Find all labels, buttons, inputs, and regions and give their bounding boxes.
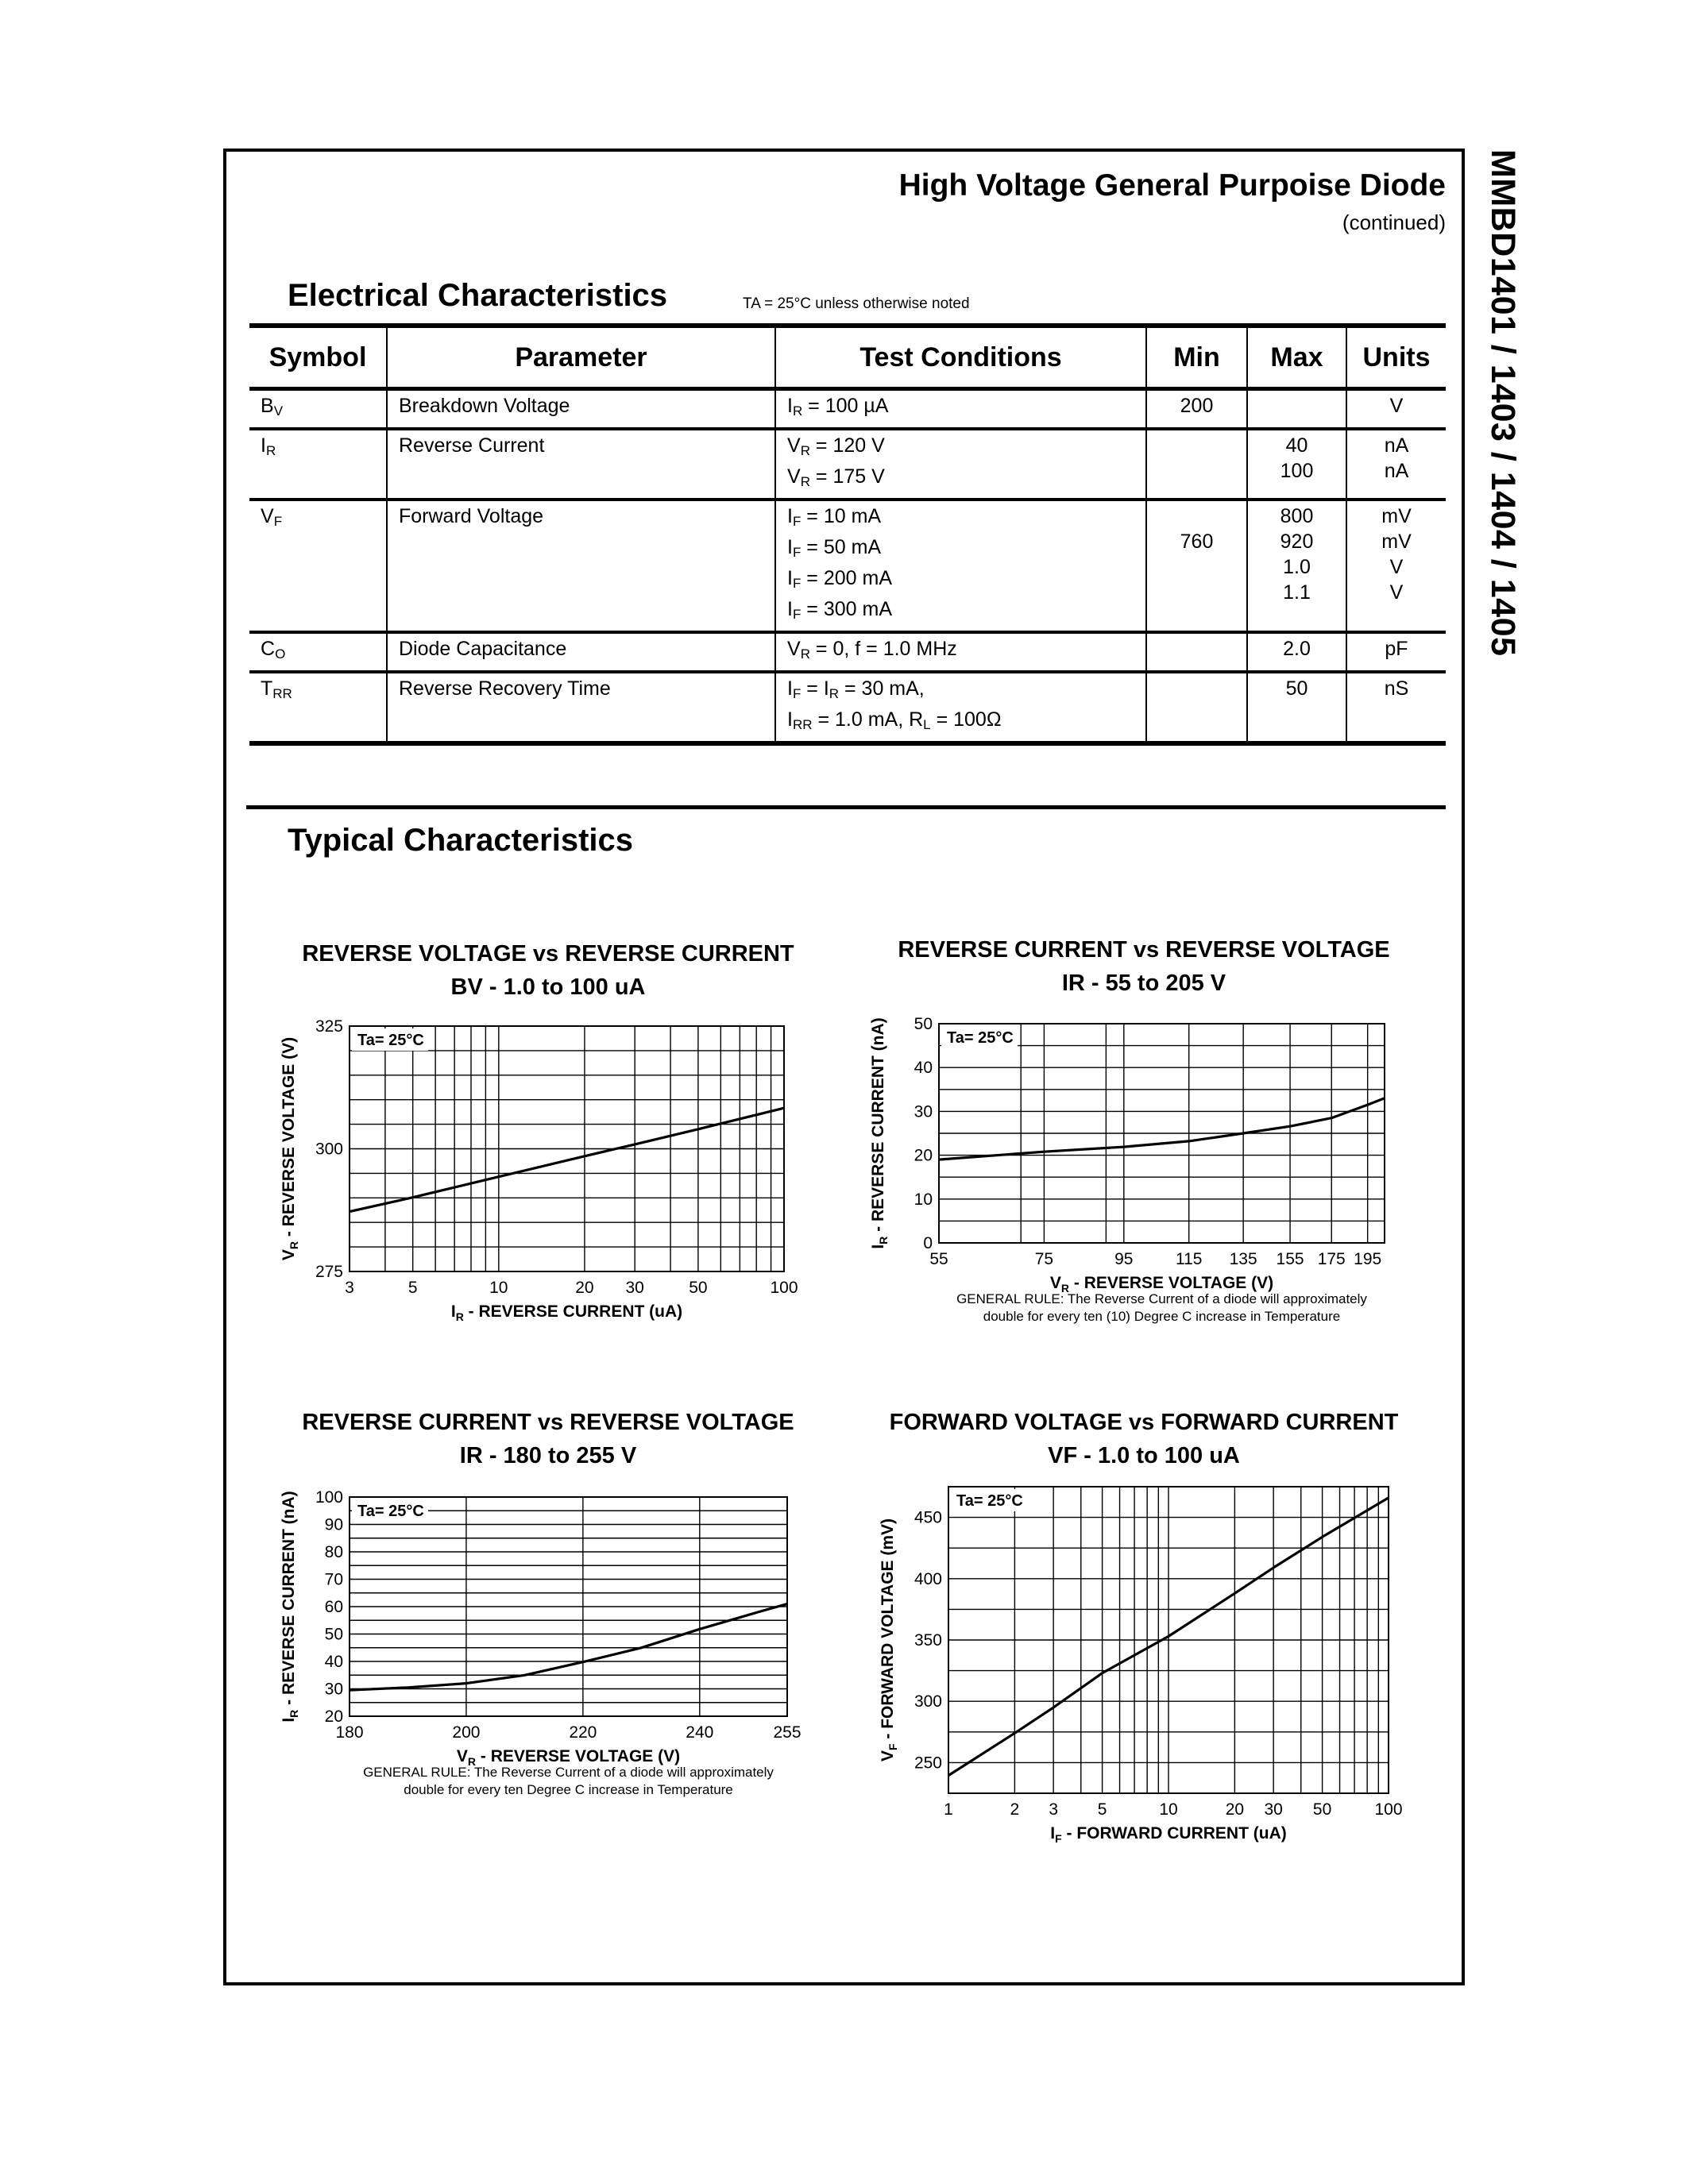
condition-line: $I_F = 50$ mA <box>787 536 882 560</box>
y-tick-label: 450 <box>914 1508 942 1527</box>
x-tick-label: 75 <box>1034 1250 1054 1268</box>
subscript: F <box>792 686 802 701</box>
cell-units-value: mV <box>1381 531 1412 553</box>
chart-c3 <box>262 1481 835 1804</box>
condition-line: $V_R = 0$, f = 1.0 MHz <box>787 638 957 662</box>
table-row <box>249 632 1446 672</box>
cell-parameter: Diode Capacitance <box>387 632 775 672</box>
chart-title-line: FORWARD VOLTAGE vs FORWARD CURRENT <box>889 1410 1399 1435</box>
chart-title-line: REVERSE VOLTAGE vs REVERSE CURRENT <box>302 941 794 967</box>
cell-units-value: nS <box>1384 677 1409 700</box>
x-tick-label: 1 <box>944 1800 953 1819</box>
chart-subtitle: VF - 1.0 to 100 uA <box>1048 1443 1240 1468</box>
subscript: V <box>273 403 284 419</box>
cell-units-value: pF <box>1385 638 1408 660</box>
cell-units <box>1346 389 1446 430</box>
condition-line: $I_R = 100$ µA <box>787 395 889 419</box>
cell-min <box>1146 632 1247 672</box>
column-header-units: Units <box>1346 326 1446 389</box>
test-condition-note: TA = 25°C unless otherwise noted <box>743 295 970 312</box>
cell-units-value: mV <box>1381 505 1412 527</box>
column-header-max: Max <box>1247 326 1346 389</box>
x-tick-label: 155 <box>1276 1250 1304 1268</box>
cell-max-value: 800 <box>1280 505 1314 527</box>
x-tick-label: 20 <box>1225 1800 1245 1819</box>
x-tick-label: 10 <box>489 1279 508 1297</box>
table-body <box>249 389 1446 744</box>
y-tick-label: 300 <box>315 1140 343 1159</box>
y-axis-label: $V_R$ - REVERSE VOLTAGE (V) <box>280 1036 300 1261</box>
cell-max-value: 100 <box>1280 460 1314 482</box>
chart-title-line: REVERSE CURRENT vs REVERSE VOLTAGE <box>302 1410 794 1435</box>
data-curve <box>350 1108 784 1211</box>
cell-min-value <box>1158 676 1235 701</box>
cell-min-value <box>1158 433 1235 458</box>
x-tick-label: 3 <box>1049 1800 1059 1819</box>
y-tick-label: 80 <box>324 1543 343 1561</box>
chart-c1 <box>262 1010 832 1359</box>
subscript: RR <box>792 717 813 732</box>
cell-test-conditions <box>775 632 1146 672</box>
cell-parameter: Reverse Recovery Time <box>387 672 775 743</box>
temperature-annotation: Ta= 25°C <box>956 1492 1023 1510</box>
condition-line: $I_F = 200$ mA <box>787 567 892 591</box>
y-tick-label: 10 <box>914 1190 933 1209</box>
cell-min <box>1146 429 1247 500</box>
y-tick-label: 20 <box>914 1146 933 1165</box>
chart-c4 <box>861 1471 1436 1881</box>
cell-test-conditions <box>775 672 1146 743</box>
data-curve <box>939 1098 1385 1160</box>
y-tick-label: 325 <box>315 1017 343 1036</box>
y-tick-label: 0 <box>923 1234 933 1252</box>
chart-subtitle: IR - 55 to 205 V <box>1061 970 1226 996</box>
chart-subtitle: IR - 180 to 255 V <box>459 1443 637 1468</box>
condition-line: $I_F = I_R = 30$ mA, <box>787 677 925 701</box>
cell-symbol: $V_F$ <box>249 500 387 632</box>
subscript: F <box>792 576 802 591</box>
cell-max-value: 50 <box>1285 677 1308 700</box>
cell-max-value: 1.0 <box>1283 556 1311 578</box>
electrical-characteristics-table <box>249 323 1446 746</box>
chart-subtitle: BV - 1.0 to 100 uA <box>450 974 646 1000</box>
y-tick-label: 30 <box>914 1102 933 1121</box>
y-tick-label: 50 <box>324 1625 343 1644</box>
table-row <box>249 389 1446 430</box>
subscript: F <box>273 514 283 529</box>
cell-max-value: 1.1 <box>1283 581 1311 604</box>
column-header-parameter: Parameter <box>387 326 775 389</box>
cell-units-value: V <box>1389 581 1404 604</box>
y-tick-label: 350 <box>914 1631 942 1650</box>
x-tick-label: 180 <box>335 1723 364 1742</box>
subscript: R <box>792 403 803 419</box>
chart-title <box>238 937 858 1004</box>
table-row <box>249 672 1446 743</box>
cell-units <box>1346 429 1446 500</box>
subscript: F <box>792 514 802 529</box>
cell-parameter: Reverse Current <box>387 429 775 500</box>
cell-max <box>1247 672 1346 743</box>
x-tick-label: 100 <box>1374 1800 1403 1819</box>
typical-characteristics-title: Typical Characteristics <box>288 823 634 858</box>
data-curve <box>350 1604 787 1691</box>
x-tick-label: 240 <box>686 1723 714 1742</box>
x-tick-label: 10 <box>1159 1800 1178 1819</box>
cell-units-value: nA <box>1384 460 1409 482</box>
x-tick-label: 95 <box>1114 1250 1134 1268</box>
subscript: O <box>275 646 286 662</box>
cell-symbol: $C_O$ <box>249 632 387 672</box>
x-tick-label: 50 <box>1312 1800 1332 1819</box>
y-axis-label: $I_R$ - REVERSE CURRENT (nA) <box>280 1491 300 1723</box>
cell-max <box>1247 632 1346 672</box>
x-tick-label: 135 <box>1229 1250 1257 1268</box>
cell-max-value <box>1259 393 1335 419</box>
note-line: double for every ten Degree C increase in Temperature <box>404 1782 733 1797</box>
subscript: R <box>800 443 810 458</box>
chart-general-rule-note <box>844 1291 1480 1325</box>
electrical-characteristics-title: Electrical Characteristics <box>288 278 668 313</box>
subscript: R <box>829 686 840 701</box>
cell-units <box>1346 500 1446 632</box>
x-tick-label: 100 <box>770 1279 798 1297</box>
x-tick-label: 220 <box>569 1723 597 1742</box>
cell-max <box>1247 500 1346 632</box>
section-divider <box>246 805 1446 809</box>
cell-max-value: 920 <box>1280 531 1314 553</box>
cell-min <box>1146 500 1247 632</box>
x-tick-label: 55 <box>929 1250 948 1268</box>
column-header-symbol: Symbol <box>249 326 387 389</box>
cell-units-value: nA <box>1384 434 1409 457</box>
y-tick-label: 40 <box>324 1653 343 1671</box>
x-axis-label: $V_R$ - REVERSE VOLTAGE (V) <box>1049 1274 1274 1295</box>
temperature-annotation: Ta= 25°C <box>357 1503 424 1520</box>
cell-max-value: 40 <box>1285 434 1308 457</box>
cell-min-value <box>1158 504 1235 529</box>
column-header-test-conditions: Test Conditions <box>775 326 1146 389</box>
y-tick-label: 90 <box>324 1515 343 1534</box>
note-line: GENERAL RULE: The Reverse Current of a diode will approximately <box>956 1291 1367 1306</box>
cell-units-value: V <box>1389 556 1404 578</box>
y-tick-label: 50 <box>914 1015 933 1033</box>
table-row <box>249 500 1446 632</box>
part-number-text: MMBD1401 / 1403 / 1404 / 1405 <box>1484 149 1522 657</box>
x-tick-label: 30 <box>625 1279 644 1297</box>
temperature-annotation: Ta= 25°C <box>947 1029 1014 1047</box>
subscript: R <box>800 474 810 489</box>
cell-units <box>1346 672 1446 743</box>
y-tick-label: 40 <box>914 1059 933 1078</box>
note-line: double for every ten (10) Degree C increase in Temperature <box>983 1309 1341 1324</box>
cell-units-value: V <box>1389 395 1404 417</box>
y-axis-label: $I_R$ - REVERSE CURRENT (nA) <box>869 1017 890 1249</box>
chart-title <box>238 1406 858 1472</box>
y-tick-label: 100 <box>315 1488 343 1507</box>
part-number-side-label <box>1479 149 1527 721</box>
y-tick-label: 60 <box>324 1598 343 1616</box>
subscript: RR <box>272 686 292 701</box>
x-axis-label: $I_R$ - REVERSE CURRENT (uA) <box>450 1302 683 1323</box>
subscript: F <box>792 607 802 622</box>
note-line: GENERAL RULE: The Reverse Current of a diode will approximately <box>363 1765 774 1780</box>
y-axis-label: $V_F$ - FORWARD VOLTAGE (mV) <box>879 1518 899 1762</box>
cell-min-value <box>1158 636 1235 662</box>
cell-min <box>1146 389 1247 430</box>
y-tick-label: 70 <box>324 1570 343 1589</box>
x-tick-label: 5 <box>1097 1800 1107 1819</box>
subscript: R <box>800 646 810 662</box>
x-tick-label: 3 <box>345 1279 354 1297</box>
condition-line: $V_R = 120$ V <box>787 434 885 458</box>
x-tick-label: 50 <box>689 1279 708 1297</box>
cell-parameter: Forward Voltage <box>387 500 775 632</box>
subscript: R <box>265 443 276 458</box>
condition-line: $V_R = 175$ V <box>787 465 885 489</box>
x-tick-label: 255 <box>773 1723 802 1742</box>
chart-title <box>834 933 1454 1000</box>
y-tick-label: 400 <box>914 1569 942 1588</box>
cell-symbol: $I_R$ <box>249 429 387 500</box>
cell-min-value: 200 <box>1180 395 1214 417</box>
x-tick-label: 30 <box>1264 1800 1283 1819</box>
column-header-min: Min <box>1146 326 1247 389</box>
y-tick-label: 275 <box>315 1263 343 1281</box>
cell-max <box>1247 389 1346 430</box>
x-tick-label: 115 <box>1175 1250 1203 1268</box>
x-tick-label: 200 <box>452 1723 481 1742</box>
document-continued-note: (continued) <box>1342 210 1446 234</box>
condition-line: $I_F = 10$ mA <box>787 505 882 529</box>
condition-line: $I_{RR} = 1.0$ mA, $R_L = 100\Omega$ <box>787 708 1002 732</box>
x-tick-label: 5 <box>408 1279 418 1297</box>
cell-symbol: $B_V$ <box>249 389 387 430</box>
x-axis-label: $V_R$ - REVERSE VOLTAGE (V) <box>456 1747 681 1768</box>
x-tick-label: 20 <box>575 1279 594 1297</box>
x-tick-label: 2 <box>1010 1800 1020 1819</box>
cell-parameter: Breakdown Voltage <box>387 389 775 430</box>
cell-test-conditions <box>775 429 1146 500</box>
cell-test-conditions <box>775 500 1146 632</box>
chart-title <box>834 1406 1454 1472</box>
chart-general-rule-note <box>254 1764 883 1799</box>
condition-line: $I_F = 300$ mA <box>787 598 892 622</box>
cell-units <box>1346 632 1446 672</box>
y-tick-label: 250 <box>914 1754 942 1773</box>
y-tick-label: 20 <box>324 1707 343 1726</box>
x-tick-label: 175 <box>1317 1250 1346 1268</box>
table-row <box>249 429 1446 500</box>
chart-c2 <box>852 1008 1432 1330</box>
x-axis-label: $I_F$ - FORWARD CURRENT (uA) <box>1050 1824 1287 1845</box>
subscript: L <box>923 717 931 732</box>
cell-symbol: $T_{RR}$ <box>249 672 387 743</box>
cell-max <box>1247 429 1346 500</box>
table-header-row <box>249 326 1446 389</box>
x-tick-label: 195 <box>1354 1250 1382 1268</box>
cell-min <box>1146 672 1247 743</box>
cell-min-value: 760 <box>1180 531 1214 553</box>
y-tick-label: 30 <box>324 1680 343 1699</box>
cell-test-conditions <box>775 389 1146 430</box>
subscript: F <box>792 545 802 560</box>
chart-title-line: REVERSE CURRENT vs REVERSE VOLTAGE <box>898 937 1390 963</box>
y-tick-label: 300 <box>914 1692 942 1711</box>
document-title: High Voltage General Purpoise Diode <box>898 168 1446 203</box>
cell-max-value: 2.0 <box>1283 638 1311 660</box>
temperature-annotation: Ta= 25°C <box>357 1032 424 1049</box>
